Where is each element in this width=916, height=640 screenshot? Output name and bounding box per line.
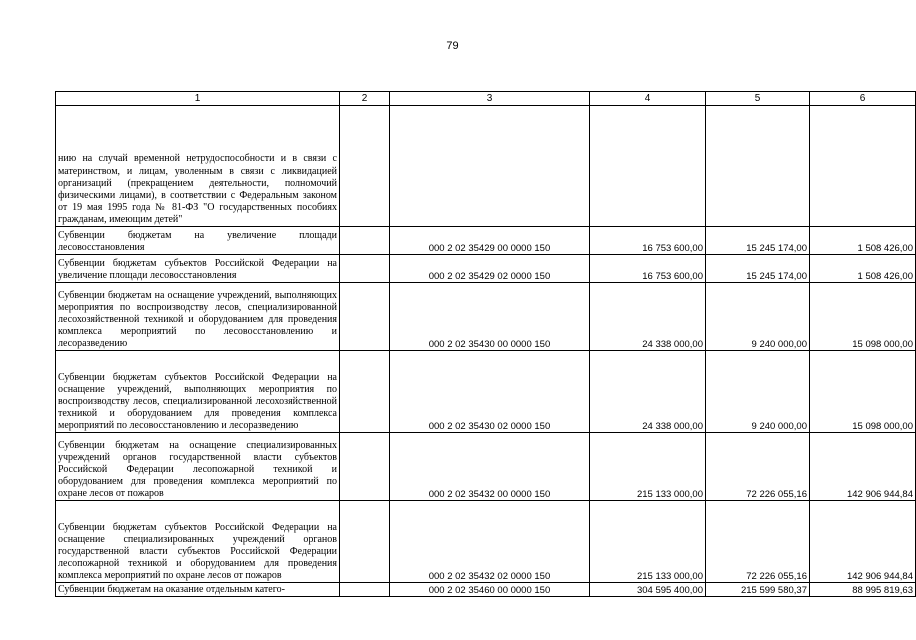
- row-value-4: 24 338 000,00: [590, 283, 706, 351]
- row-value-6: 88 995 819,63: [810, 583, 916, 597]
- column-header-4: 4: [590, 92, 706, 106]
- column-header-5: 5: [706, 92, 810, 106]
- row-value-5: 9 240 000,00: [706, 351, 810, 433]
- row-value-6: 1 508 426,00: [810, 227, 916, 255]
- row-name: Субвенции бюджетам субъектов Российской Федерации на оснащение специализированных учреждений органов государственной власти субъектов Российской Федерации лесопожарной техникой и оборудованием для проведения комплекса мероприятий по охране лесов от пожаров: [56, 501, 340, 583]
- row-col2: [340, 501, 390, 583]
- column-header-2: 2: [340, 92, 390, 106]
- row-col2: [340, 106, 390, 227]
- row-name: Субвенции бюджетам на оказание отдельным катего-: [56, 583, 340, 597]
- table-row: [56, 433, 916, 501]
- row-value-4: 16 753 600,00: [590, 227, 706, 255]
- row-value-6: 142 906 944,84: [810, 501, 916, 583]
- row-value-5: 15 245 174,00: [706, 227, 810, 255]
- table-row: [56, 501, 916, 583]
- row-name: нию на случай временной нетрудоспособности и в связи с материнством, и лицам, уволенным в связи с ликвидацией организаций (прекращением деятельности, полномочий физическими лицами), в соответствии с Федеральным законом от 19 мая 1995 года № 81-ФЗ "О государственных пособиях гражданам, имеющим детей": [56, 106, 340, 227]
- row-code: 000 2 02 35430 00 0000 150: [390, 283, 590, 351]
- row-code: 000 2 02 35432 02 0000 150: [390, 501, 590, 583]
- row-code: [390, 106, 590, 227]
- row-name: Субвенции бюджетам субъектов Российской Федерации на оснащение учреждений, выполняющих мероприятия по воспроизводству лесов, специализированной лесохозяйственной техникой и оборудованием для проведения комплекса мероприятий по лесовосстановлению и лесоразведению: [56, 351, 340, 433]
- row-value-4: 24 338 000,00: [590, 351, 706, 433]
- row-value-4: 215 133 000,00: [590, 501, 706, 583]
- row-col2: [340, 227, 390, 255]
- table-header-row: [56, 92, 916, 106]
- row-value-4: 304 595 400,00: [590, 583, 706, 597]
- row-code: 000 2 02 35430 02 0000 150: [390, 351, 590, 433]
- row-value-5: 15 245 174,00: [706, 255, 810, 283]
- row-col2: [340, 255, 390, 283]
- row-code: 000 2 02 35460 00 0000 150: [390, 583, 590, 597]
- row-col2: [340, 433, 390, 501]
- table-row: [56, 255, 916, 283]
- row-value-5: 9 240 000,00: [706, 283, 810, 351]
- row-value-4: 215 133 000,00: [590, 433, 706, 501]
- table-row: [56, 351, 916, 433]
- row-value-6: 142 906 944,84: [810, 433, 916, 501]
- row-value-6: 15 098 000,00: [810, 351, 916, 433]
- table-row: [56, 227, 916, 255]
- row-name: Субвенции бюджетам на увеличение площади лесовосстановления: [56, 227, 340, 255]
- row-value-6: [810, 106, 916, 227]
- table-row: [56, 283, 916, 351]
- row-name: Субвенции бюджетам субъектов Российской Федерации на увеличение площади лесовосстановления: [56, 255, 340, 283]
- row-name: Субвенции бюджетам на оснащение учреждений, выполняющих мероприятия по воспроизводству лесов, специализированной лесохозяйственной техникой и оборудованием для проведения комплекса мероприятий по лесовосстановлению и лесоразведению: [56, 283, 340, 351]
- row-value-5: 215 599 580,37: [706, 583, 810, 597]
- row-value-5: 72 226 055,16: [706, 501, 810, 583]
- table-row: [56, 583, 916, 597]
- row-value-5: 72 226 055,16: [706, 433, 810, 501]
- row-code: 000 2 02 35429 02 0000 150: [390, 255, 590, 283]
- budget-table: [55, 91, 916, 597]
- row-value-6: 1 508 426,00: [810, 255, 916, 283]
- row-code: 000 2 02 35429 00 0000 150: [390, 227, 590, 255]
- row-value-4: 16 753 600,00: [590, 255, 706, 283]
- column-header-1: 1: [56, 92, 340, 106]
- row-col2: [340, 583, 390, 597]
- row-name: Субвенции бюджетам на оснащение специализированных учреждений органов государственной власти субъектов Российской Федерации лесопожарной техникой и оборудованием для проведения комплекса мероприятий по охране лесов от пожаров: [56, 433, 340, 501]
- row-col2: [340, 351, 390, 433]
- row-col2: [340, 283, 390, 351]
- row-value-6: 15 098 000,00: [810, 283, 916, 351]
- column-header-6: 6: [810, 92, 916, 106]
- row-value-4: [590, 106, 706, 227]
- row-code: 000 2 02 35432 00 0000 150: [390, 433, 590, 501]
- page-number: 79: [446, 40, 459, 52]
- column-header-3: 3: [390, 92, 590, 106]
- row-value-5: [706, 106, 810, 227]
- table-row: [56, 106, 916, 227]
